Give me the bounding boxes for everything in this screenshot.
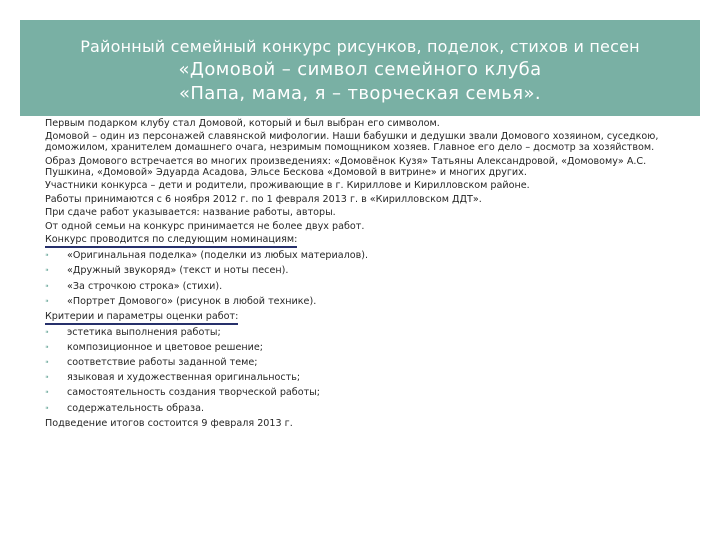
criteria-text: языковая и художественная оригинальность; [67,372,301,384]
bullet-icon: ⁍ [45,266,49,276]
paragraph: Участники конкурса – дети и родители, проживающие в г. Кириллове и Кирилловском районе. [45,180,530,192]
criteria-heading-row [45,311,677,325]
bullet-icon: ⁍ [45,296,49,306]
bullet-icon: ⁍ [45,281,49,291]
title-line-1: Районный семейный конкурс рисунков, поделок, стихов и песен [80,37,640,56]
criteria-text: соответствие работы заданной теме; [67,357,258,369]
paragraph: Работы принимаются с 6 ноября 2012 г. по 1 февраля 2013 г. в «Кирилловском ДДТ». [45,193,482,205]
nomination-item [45,265,677,276]
paragraph: От одной семьи на конкурс принимается не более двух работ. [45,220,365,232]
nomination-item [45,250,677,261]
nominations-heading-row [45,234,677,248]
bullet-icon: ⁍ [45,343,49,353]
nomination-item [45,281,677,292]
bullet-icon: ⁍ [45,403,49,413]
nominations-heading: Конкурс проводится по следующим номинациям: [45,234,297,248]
nomination-item [45,296,677,307]
criteria-item [45,327,677,338]
criteria-text: содержательность образа. [67,402,205,414]
criteria-text: самостоятельность создания творческой работы; [67,387,320,399]
bullet-icon: ⁍ [45,373,49,383]
nomination-text: «Портрет Домового» (рисунок в любой технике). [67,295,317,307]
criteria-text: композиционное и цветовое решение; [67,342,264,354]
criteria-heading: Критерии и параметры оценки работ: [45,311,238,325]
paragraph: При сдаче работ указывается: название работы, авторы. [45,207,336,219]
title-line-3: «Папа, мама, я – творческая семья». [178,83,542,104]
final-line: Подведение итогов состоится 9 февраля 2013 г. [45,417,293,429]
bullet-icon: ⁍ [45,328,49,338]
criteria-item [45,357,677,368]
bullet-icon: ⁍ [45,388,49,398]
paragraph: Первым подарком клубу стал Домовой, который и был выбран его символом. [45,118,440,129]
nomination-text: «За строчкою строка» (стихи). [67,280,223,292]
paragraph: Образ Домового встречается во многих произведениях: «Домовёнок Кузя» Татьяны Александровой, «Домовому» А.С. Пушкина, «Домовой» Эдуарда Асадова, Эльсе Бескова «Домовой в витрине» и многих других. [45,155,647,178]
bullet-icon: ⁍ [45,251,49,261]
nomination-text: «Дружный звукоряд» (текст и ноты песен). [67,265,289,277]
criteria-item [45,342,677,353]
paragraph: Домовой – один из персонажей славянской мифологии. Наши бабушки и дедушки звали Домового хозяином, суседкою, доможилом, хранителем домашнего очага, незримым помощником хозяев. Главное его дело – досмотр за хозяйством. [45,131,659,154]
nomination-text: «Оригинальная поделка» (поделки из любых материалов). [67,250,369,262]
criteria-item [45,387,677,398]
criteria-item [45,372,677,383]
criteria-text: эстетика выполнения работы; [67,327,221,339]
criteria-item [45,403,677,414]
slide-title [20,36,700,106]
title-line-2: «Домовой – символ семейного клуба [178,59,542,80]
bullet-icon: ⁍ [45,358,49,368]
slide-body [45,118,677,431]
